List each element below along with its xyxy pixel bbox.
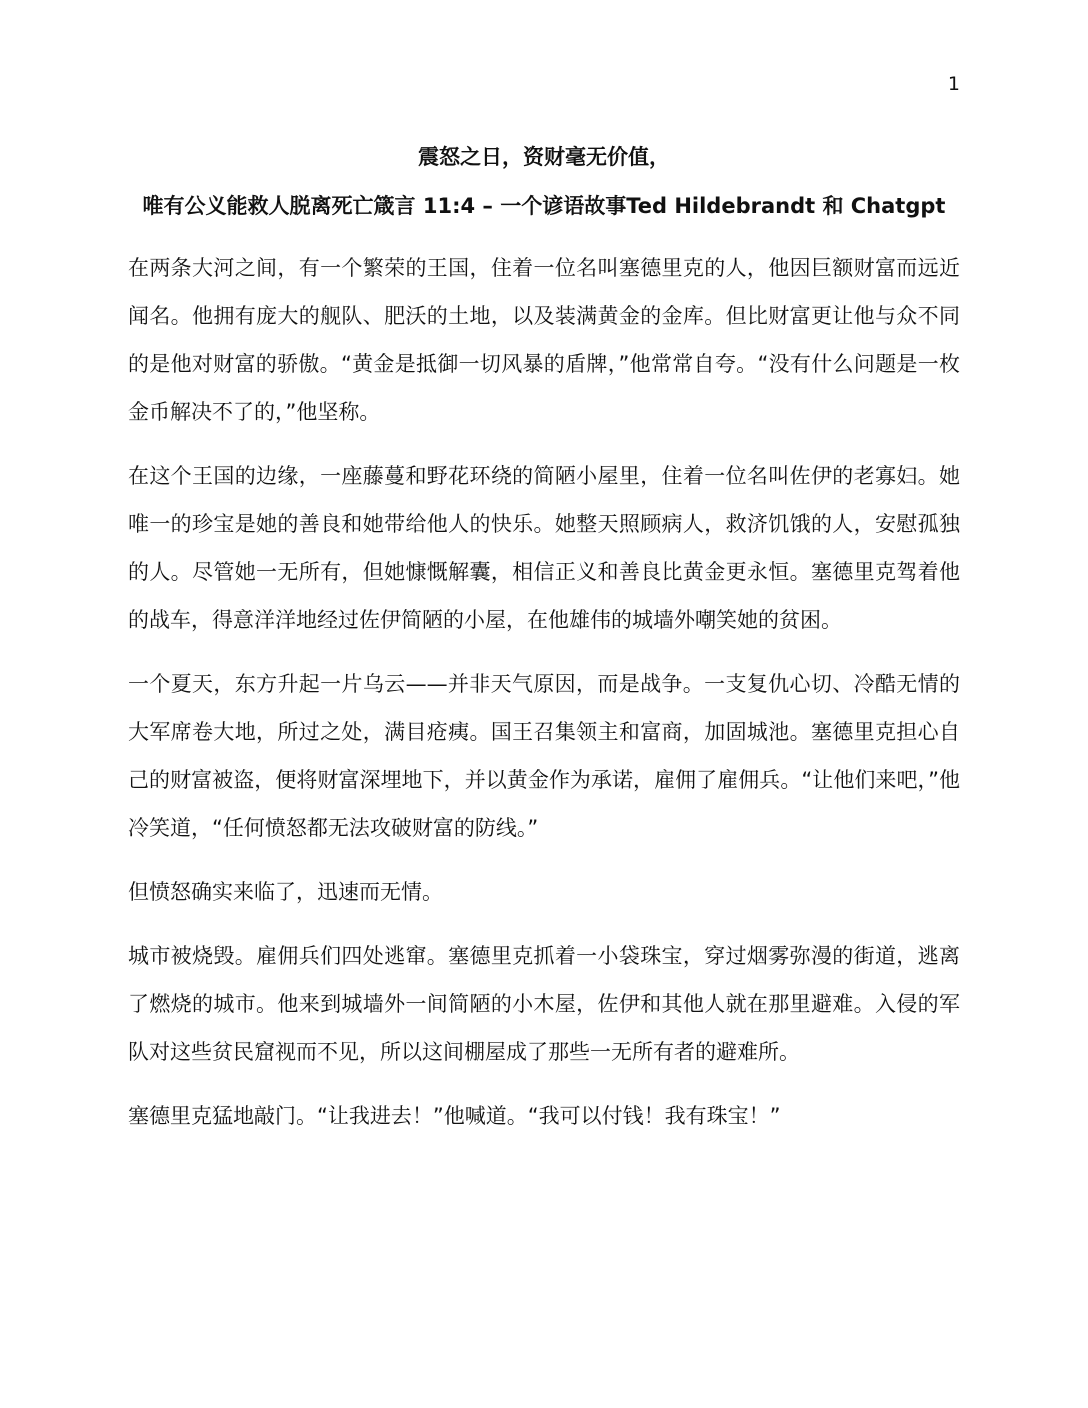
- paragraph: 城市被烧毁。雇佣兵们四处逃窜。塞德里克抓着一小袋珠宝，穿过烟雾弥漫的街道，逃离了燃烧的城市。他来到城墙外一间简陋的小木屋，佐伊和其他人就在那里避难。入侵的军队对这些贫民窟视而不见，所以这间棚屋成了那些一无所有者的避难所。: [128, 944, 960, 1064]
- paragraph: 在两条大河之间，有一个繁荣的王国，住着一位名叫塞德里克的人，他因巨额财富而远近闻名。他拥有庞大的舰队、肥沃的土地，以及装满黄金的金库。但比财富更让他与众不同的是他对财富的骄傲。“黄金是抵御一切风暴的盾牌，”他常常自夸。“没有什么问题是一枚金币解决不了的，”他坚称。: [128, 256, 960, 424]
- page-number: 1: [947, 73, 960, 95]
- paragraph: 但愤怒确实来临了，迅速而无情。: [128, 880, 443, 904]
- story-body: [128, 244, 960, 1156]
- paragraph: 塞德里克猛地敲门。“让我进去！”他喊道。“我可以付钱！我有珠宝！”: [128, 1104, 781, 1128]
- title-line-1: 震怒之日，资财毫无价值，: [418, 145, 670, 169]
- title-line-2: 唯有公义能救人脱离死亡箴言 11:4 – 一个谚语故事Ted Hildebrandt 和 Chatgpt: [142, 194, 946, 218]
- paragraph: 在这个王国的边缘，一座藤蔓和野花环绕的简陋小屋里，住着一位名叫佐伊的老寡妇。她唯一的珍宝是她的善良和她带给他人的快乐。她整天照顾病人，救济饥饿的人，安慰孤独的人。尽管她一无所有，但她慷慨解囊，相信正义和善良比黄金更永恒。塞德里克驾着他的战车，得意洋洋地经过佐伊简陋的小屋，在他雄伟的城墙外嘲笑她的贫困。: [128, 464, 960, 632]
- paragraph: 一个夏天，东方升起一片乌云——并非天气原因，而是战争。一支复仇心切、冷酷无情的大军席卷大地，所过之处，满目疮痍。国王召集领主和富商，加固城池。塞德里克担心自己的财富被盗，便将财富深埋地下，并以黄金作为承诺，雇佣了雇佣兵。“让他们来吧，”他冷笑道，“任何愤怒都无法攻破财富的防线。”: [128, 672, 960, 840]
- title-block: [128, 142, 960, 221]
